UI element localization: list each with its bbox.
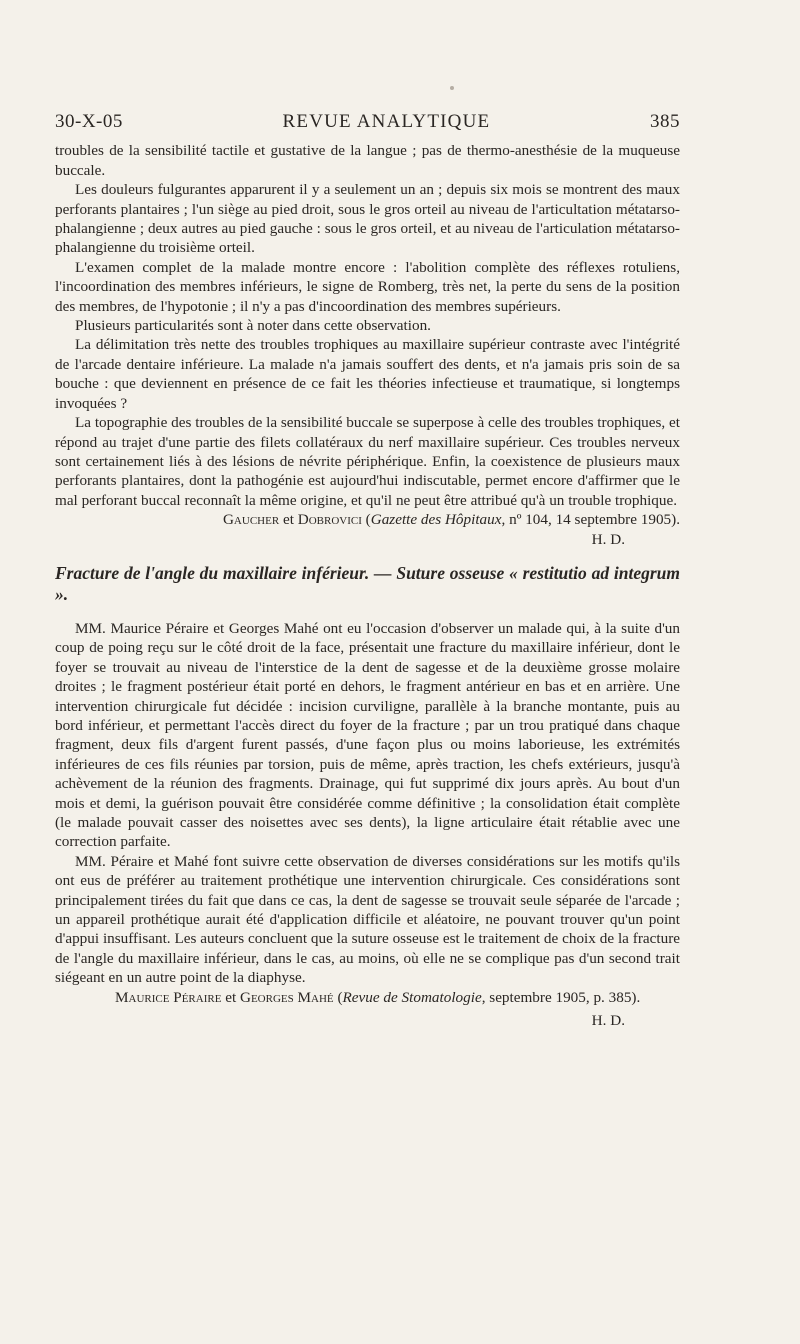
paragraph: Plusieurs particularités sont à noter dans cette observation.	[75, 317, 431, 335]
paragraph: La délimitation très nette des troubles trophiques au maxillaire supérieur contraste avec l'intégrité de l'arcade dentaire inférieure. La malade n'a jamais souffert des dents, et n'a jamais pris soin de sa bouche : que deviennent en présence de ce fait les théories infectieuse et traumatique, si longtemps invoquées ?	[55, 336, 680, 412]
citation-open-paren: (	[361, 511, 371, 529]
citation	[115, 988, 680, 1007]
citation-author: Maurice Péraire	[115, 988, 222, 1006]
paragraph: La topographie des troubles de la sensibilité buccale se superpose à celle des troubles trophiques, et répond au trajet d'une partie des filets collatéraux du nerf maxillaire supérieur. Ces troubles nerveux sont certainement liés à des lésions de névrite périphérique. Enfin, la coexistence de plusieurs maux perforants plantaires, dont la pathogénie est aujourd'hui indiscutable, permet encore d'affirmer que le mal perforant buccal reconnaît la même origine, et qu'il ne peut être attribué qu'à un trouble trophique.	[55, 414, 680, 509]
paragraph: troubles de la sensibilité tactile et gustative de la langue ; pas de thermo-anesthésie de la muqueuse buccale.	[55, 142, 680, 179]
header-page-number: 385	[649, 111, 680, 132]
citation-conjunction: et	[279, 511, 298, 529]
signature: H. D.	[591, 1012, 625, 1030]
citation-block	[55, 988, 680, 1007]
citation-details: , nº 104, 14 septembre 1905).	[501, 511, 680, 529]
ink-speck	[450, 86, 454, 90]
document-page	[55, 112, 680, 1030]
header-date: 30-X-05	[55, 111, 123, 132]
signature: H. D.	[591, 530, 625, 548]
citation-author: Georges Mahé	[239, 988, 334, 1006]
citation-journal: Revue de Stomatologie	[342, 988, 482, 1006]
paragraph: Les douleurs fulgurantes apparurent il y a seulement un an ; depuis six mois se montrent des maux perforants plantaires ; l'un siège au pied droit, sous le gros orteil au niveau de l'articultation métatarso-phalangienne ; deux autres au pied gauche : sous le gros orteil, et au niveau de l'articulation métatarso-phalangienne du troisième orteil.	[55, 181, 680, 257]
paragraph: MM. Maurice Péraire et Georges Mahé ont eu l'occasion d'observer un malade qui, à la suite d'un coup de poing reçu sur le côté droit de la face, présentait une fracture du maxillaire inférieur, dont le foyer se trouvait au niveau de l'interstice de la dent de sagesse et de la deuxième grosse molaire droites ; le fragment postérieur était porté en dehors, le fragment antérieur en bas et en arrière. Une intervention chirurgicale fut décidée : incision curviligne, parallèle à la branche montante, puis au bord inférieur, et permettant l'accès direct du foyer de la fracture ; par un trou pratiqué dans chaque fragment, deux fils d'argent furent passés, d'une façon plus ou moins laborieuse, les extrémités inférieures de ces fils réunies par torsion, puis de même, après traction, les chefs extérieurs, jusqu'à achèvement de la réunion des fragments. Drainage, qui fut supprimé dix jours après. Au bout d'un mois et demi, la guérison pouvait être considérée comme définitive ; la consolidation était complète (le malade pouvait casser des noisettes avec ses dents), la ligne articulaire était rétablie avec une correction parfaite.	[55, 619, 680, 851]
article-mal-perforant	[55, 141, 680, 549]
article-title: Fracture de l'angle du maxillaire inférieur. — Suture osseuse « restitutio ad integrum ».	[55, 562, 680, 604]
citation-open-paren: (	[333, 988, 343, 1006]
article-fracture	[55, 563, 680, 1031]
paragraph: MM. Péraire et Mahé font suivre cette observation de diverses considérations sur les motifs qu'ils ont eus de préférer au traitement prothétique une intervention chirurgicale. Ces considérations sont principalement tirées du fait que dans ce cas, la dent de sagesse se trouvait seule séparée de l'arcade ; un appareil prothétique aurait été d'application difficile et aléatoire, ne pouvant trouver qu'un point d'appui insuffisant. Les auteurs concluent que la suture osseuse est le traitement de choix de la fracture de l'angle du maxillaire inférieur, dans le cas, au moins, où elle ne se complique pas d'un second trait siégeant en un autre point de la diaphyse.	[55, 852, 680, 987]
citation-journal: Gazette des Hôpitaux	[370, 511, 502, 529]
header-journal-title: REVUE ANALYTIQUE	[282, 111, 491, 132]
running-header	[55, 112, 680, 131]
citation	[55, 510, 680, 529]
citation-author: Gaucher	[222, 511, 280, 529]
paragraph: L'examen complet de la malade montre encore : l'abolition complète des réflexes rotuliens, l'incoordination des membres inférieurs, le signe de Romberg, très net, la perte du sens de la position des membres, de l'hypotonie ; il n'y a pas d'incoordination des membres supérieurs.	[55, 258, 680, 315]
citation-conjunction: et	[221, 988, 240, 1006]
citation-author: Dobrovici	[297, 511, 362, 529]
citation-details: , septembre 1905, p. 385).	[481, 988, 641, 1006]
